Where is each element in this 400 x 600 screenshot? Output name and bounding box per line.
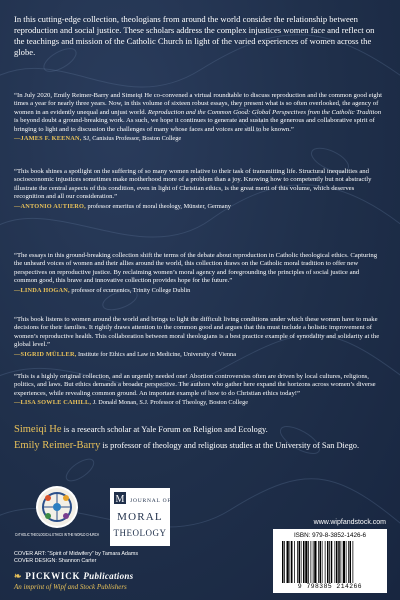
- barcode-box: [273, 529, 387, 593]
- endorsement-attribution: —SIGRID MÜLLER, Institute for Ethics and Law in Medicine, University of Vienna: [14, 350, 236, 358]
- isbn-label: ISBN: 979-8-3852-1426-6: [293, 532, 367, 539]
- jmt-line1: JOURNAL OF: [130, 498, 172, 504]
- bio-emily-reimer-barry: Emily Reimer-Barry is professor of theology and religious studies at the University of San Diego.: [14, 440, 360, 451]
- barcode-bar: [327, 541, 329, 583]
- barcode-bar: [301, 541, 302, 583]
- endorsement-cahill: [14, 373, 384, 407]
- endorsement-quote: “This book listens to women around the world and brings to light the difficult living conditions under which these women have to make decisions for their families. It rightly draws attention to the common good and argues that this must include a holistic improvement of women’s reproductive health. This collaboration between moral theologians is a best practice example of synodality and solidarity at the global level.”: [14, 316, 380, 349]
- jmt-logo: [110, 488, 170, 546]
- barcode-bar: [338, 541, 340, 583]
- barcode-bar: [284, 541, 285, 583]
- endorsement-attribution: —LISA SOWLE CAHILL, J. Donald Monan, S.J. Professor of Theology, Boston College: [14, 399, 249, 407]
- intro-paragraph: In this cutting-edge collection, theologians from around the world consider the relationship between reproduction and social justice. These scholars address the complex injustices women face and reflect on the teachings and mission of the Catholic Church in light of the varied experiences of women across the globe.: [14, 14, 375, 57]
- publisher-website[interactable]: www.wipfandstock.com: [313, 519, 386, 526]
- barcode-bar: [350, 541, 352, 583]
- barcode-bar: [311, 541, 312, 583]
- publisher-logo: [14, 571, 133, 591]
- barcode-bar: [290, 541, 291, 583]
- jmt-line3: THEOLOGY: [113, 528, 167, 538]
- barcode-bar: [331, 541, 333, 583]
- endorsement-muller: [14, 316, 384, 359]
- barcode-bar: [299, 541, 301, 583]
- book-title-italic: Reproduction and the Common Good: Global Perspectives from the Catholic Tradition: [147, 108, 382, 116]
- globe-people-icon: [43, 493, 71, 521]
- barcode-bar: [294, 541, 295, 583]
- endorsement-hogan: [14, 252, 384, 295]
- barcode-bar: [335, 541, 336, 583]
- barcode-bar: [313, 541, 314, 583]
- endorsement-attribution: —JAMES F. KEENAN, SJ, Canisius Professor, Boston College: [14, 135, 182, 143]
- ctewc-logo-text: CATHOLIC THEOLOGICAL ETHICS IN THE WORLD CHURCH: [15, 532, 99, 537]
- barcode-bar: [343, 541, 345, 583]
- endorsement-autiero: [14, 168, 384, 211]
- barcode-bar: [346, 541, 347, 583]
- cover-credits: [14, 551, 138, 565]
- barcode-digits: 9 798385 214266: [297, 583, 363, 590]
- endorsement-quote: “This book shines a spotlight on the suffering of so many women relative to their task of transmitting life. Structural inequalities and socioeconomic injustices sometimes make motherhood more of a problem than a joy. Knowing how to competently but not abstractly illustrate the central aspects of this condition, even in light of Christian ethics, is the great merit of this volume, which deserves recognition and all our consideration.”: [14, 168, 372, 201]
- endorsement-keenan: [14, 92, 384, 143]
- publisher-imprint: An imprint of Wipf and Stock Publishers: [14, 583, 127, 591]
- bio-simeiqi-he: Simeiqi He is a research scholar at Yale Forum on Religion and Ecology.: [14, 424, 268, 435]
- endorsement-quote: “In July 2020, Emily Reimer-Barry and Simeiqi He co-convened a virtual roundtable to discuss reproduction and the common good eight times a year for nearly three years. Now, in this volume of sixteen robust essays, they present what is so often overlooked, the agency of women in an evidently unequal and unjust world. Reproduction and the Common Good: Global Perspectives from the Catholic Tradition is beyond doubt a ground-breaking work. As such, we hope it continues to generate and sustain the generous and collaborative spirit of bringing to light and to discussion the challenges of many whose faces and voices are still to be known.”: [14, 92, 382, 133]
- jmt-badge: M: [115, 494, 125, 505]
- barcode-bar: [291, 541, 293, 583]
- barcode-bar: [282, 541, 284, 583]
- cover-design-credit: COVER DESIGN: Shannon Carter: [14, 558, 97, 565]
- ctewc-logo: [12, 483, 102, 549]
- barcode-bar: [353, 541, 354, 583]
- endorsement-attribution: —ANTONIO AUTIERO, professor emeritus of moral theology, Münster, Germany: [14, 202, 231, 210]
- cover-art-credit: COVER ART: “Spirit of Midwifery” by Tamara Adams: [14, 551, 139, 557]
- barcode-bar: [348, 541, 349, 583]
- barcode-bar: [308, 541, 309, 583]
- barcode-bar: [297, 541, 298, 583]
- barcode-bar: [341, 541, 342, 583]
- feather-icon: ❧: [14, 571, 23, 581]
- endorsement-attribution: —LINDA HOGAN, professor of ecumenics, Trinity College Dublin: [14, 286, 191, 294]
- publisher-name: ❧ PICKWICK Publications: [14, 571, 134, 581]
- barcode-bar: [303, 541, 305, 583]
- barcode: [282, 541, 378, 583]
- barcode-bar: [329, 541, 330, 583]
- barcode-bar: [287, 541, 289, 583]
- endorsement-quote: “The essays in this ground-breaking collection shift the terms of the debate about reproduction in Catholic theological ethics. Capturing the unheard voices of women and their allies around the world, this collection draws on the Catholic moral tradition to offer new perspectives on reproductive justice. By reclaiming women’s moral agency and foregrounding the principles of social justice and common good, this brave and innovative collection provides hope for the future.”: [14, 252, 378, 285]
- endorsement-quote: “This is a highly original collection, and an urgently needed one! Abortion controversies often are driven by local cultures, religions, politics, and laws. But ethics demands a broader perspective. The authors who gather here expand the horizons across women’s diverse experiences, while revealing common ground. An important example of how to do Christian ethics today!”: [14, 373, 376, 397]
- svg-text:CATHOLIC THEOLOGICAL ETHICS IN: [15, 532, 99, 537]
- barcode-bar: [314, 541, 316, 583]
- barcode-bar: [336, 541, 338, 583]
- barcode-bar: [322, 541, 323, 583]
- barcode-bar: [325, 541, 326, 583]
- barcode-bar: [320, 541, 322, 583]
- barcode-bar: [305, 541, 307, 583]
- jmt-line2: MORAL: [117, 511, 163, 523]
- barcode-bar: [318, 541, 319, 583]
